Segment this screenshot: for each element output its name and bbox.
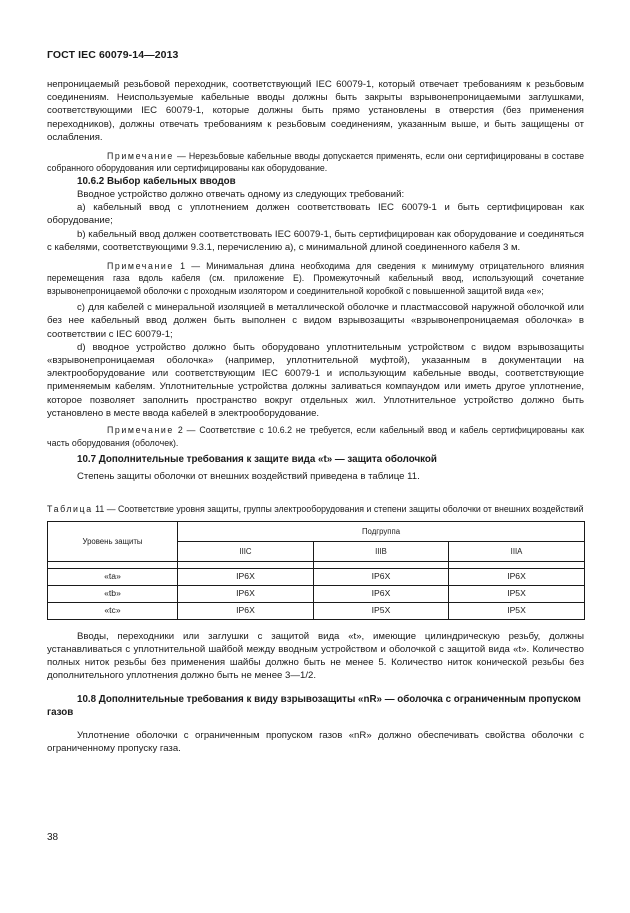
table-caption-text: 11 — Соответствие уровня защиты, группы электрооборудования и степени защиты оболочки от внешних воздействий bbox=[92, 504, 584, 515]
table-caption-label: Таблица bbox=[47, 504, 93, 515]
note-label: Примечание bbox=[107, 425, 174, 436]
list-item-b: b) кабельный ввод должен соответствовать IEC 60079-1, быть сертифицирован как оборудование и соединяться с кабелями, соответствующими 9.3.1, перечислению a), с минимальной длиной соединенного кабеля 3 м. bbox=[47, 228, 584, 253]
table-cell: IP5X bbox=[449, 602, 585, 619]
list-item-c: c) для кабелей с минеральной изоляцией в металлической оболочке и пластмассовой наружной оболочкой или без нее кабельный ввод должен быть выполнен с видом взрывозащиты «взрывонепроницаемая оболочка» в соответствии с IEC 60079-1; bbox=[47, 302, 584, 340]
table-cell: «tc» bbox=[48, 602, 178, 619]
table-row bbox=[48, 585, 585, 602]
paragraph-entry-requirements: Вводное устройство должно отвечать одному из следующих требований: bbox=[77, 189, 405, 201]
note-text: 1 — Минимальная длина необходима для сведения к минимуму отрицательного влияния перемещения газа вдоль кабеля (см. приложение E). Промежуточный кабельный ввод, использующий сочетание взрывонепроницаемой оболочки с проходным изолятором и соединительной коробкой с повышенной защитой вида «e»; bbox=[47, 261, 584, 296]
note-1 bbox=[47, 260, 584, 297]
table-cell: IP5X bbox=[449, 585, 585, 602]
page-number: 38 bbox=[47, 832, 59, 843]
table-cell: IP6X bbox=[178, 585, 314, 602]
note-2 bbox=[47, 424, 584, 449]
paragraph-threaded-entries: Вводы, переходники или заглушки с защитой вида «t», имеющие цилиндрическую резьбу, должны устанавливаться с уплотнительной шайбой между вводным устройством и оболочкой с защитой вида «t». Количество полных ниток резьбы без применения шайбы должно быть не менее 5. Количество ниток конической резьбы без дополнительного уплотнения должно быть не менее 3—1/2. bbox=[47, 630, 584, 682]
list-item-a: a) кабельный ввод с уплотнением должен соответствовать IEC 60079-1 и быть сертифицирован как оборудование; bbox=[47, 202, 584, 227]
note-text: — Нерезьбовые кабельные вводы допускается применять, если они сертифицированы в составе собранного оборудования или сертифицированы как оборудование. bbox=[47, 151, 584, 174]
paragraph-continued: непроницаемый резьбовой переходник, соответствующий IEC 60079-1, который отвечает требованиям к резьбовым соединениям. Неиспользуемые кабельные вводы должны быть закрыты взрывонепроницаемыми заглушками, соответствующими IEC 60079-1, которые должны быть прямо установлены в отверстия (без применения переходников), должны отвечать требованиям к резьбовым соединениям, указанным выше, и быть защищены от ослабления. bbox=[47, 79, 584, 143]
table-cell: IP6X bbox=[314, 585, 449, 602]
list-item-d: d) вводное устройство должно быть оборудовано уплотнительным устройством с видом взрывозащиты «взрывонепроницаемая оболочка» (например, уплотнительной муфтой), указанным в документации на электрооборудование или соответствующим IEC 60079-1 и использующим кабельные вводы, соответствующие применяемым кабелям. Уплотнительные устройства должны заливаться компаундом или иметь другое уплотнение, которое позволяет заполнить пространство вокруг отдельных жил. Уплотнительное устройство должно быть установлено в месте ввода кабелей в электрооборудование. bbox=[47, 341, 584, 419]
table-cell: «tb» bbox=[48, 585, 178, 602]
table-row bbox=[48, 602, 585, 619]
section-10-7-heading: 10.7 Дополнительные требования к защите вида «t» — защита оболочкой bbox=[77, 453, 437, 465]
section-10-6-2-heading: 10.6.2 Выбор кабельных вводов bbox=[77, 175, 236, 187]
table-header-row bbox=[48, 521, 585, 541]
note-label: Примечание bbox=[107, 151, 174, 162]
note-nonthreaded-entries bbox=[47, 150, 584, 175]
table-cell: IP6X bbox=[449, 568, 585, 585]
table-cell: IP6X bbox=[178, 602, 314, 619]
note-label: Примечание bbox=[107, 261, 174, 272]
table-row bbox=[48, 568, 585, 585]
table-cell: IP6X bbox=[178, 568, 314, 585]
column-header-subgroup: Подгруппа bbox=[178, 521, 585, 541]
column-header-iiib: IIIB bbox=[314, 541, 449, 561]
table-spacer-row bbox=[48, 561, 585, 568]
column-header-protection-level: Уровень защиты bbox=[48, 521, 178, 561]
column-header-iiia: IIIA bbox=[449, 541, 585, 561]
column-header-iiic: IIIC bbox=[178, 541, 314, 561]
table-cell: IP5X bbox=[314, 602, 449, 619]
note-text: 2 — Соответствие с 10.6.2 не требуется, если кабельный ввод и кабель сертифицированы как часть оборудования (оболочек). bbox=[47, 425, 584, 448]
table-11-caption bbox=[47, 503, 584, 515]
document-header: ГОСТ IEC 60079-14—2013 bbox=[47, 49, 179, 61]
paragraph-nr-sealing: Уплотнение оболочки с ограниченным пропуском газов «nR» должно обеспечивать свойства оболочки с ограниченному пропуску газа. bbox=[47, 729, 584, 755]
page-content bbox=[47, 78, 584, 755]
table-11 bbox=[47, 521, 585, 620]
section-10-8-heading: 10.8 Дополнительные требования к виду взрывозащиты «nR» — оболочка с ограниченным пропуском газов bbox=[47, 693, 581, 718]
paragraph-table-reference: Степень защиты оболочки от внешних воздействий приведена в таблице 11. bbox=[77, 471, 420, 483]
table-cell: IP6X bbox=[314, 568, 449, 585]
table-cell: «ta» bbox=[48, 568, 178, 585]
